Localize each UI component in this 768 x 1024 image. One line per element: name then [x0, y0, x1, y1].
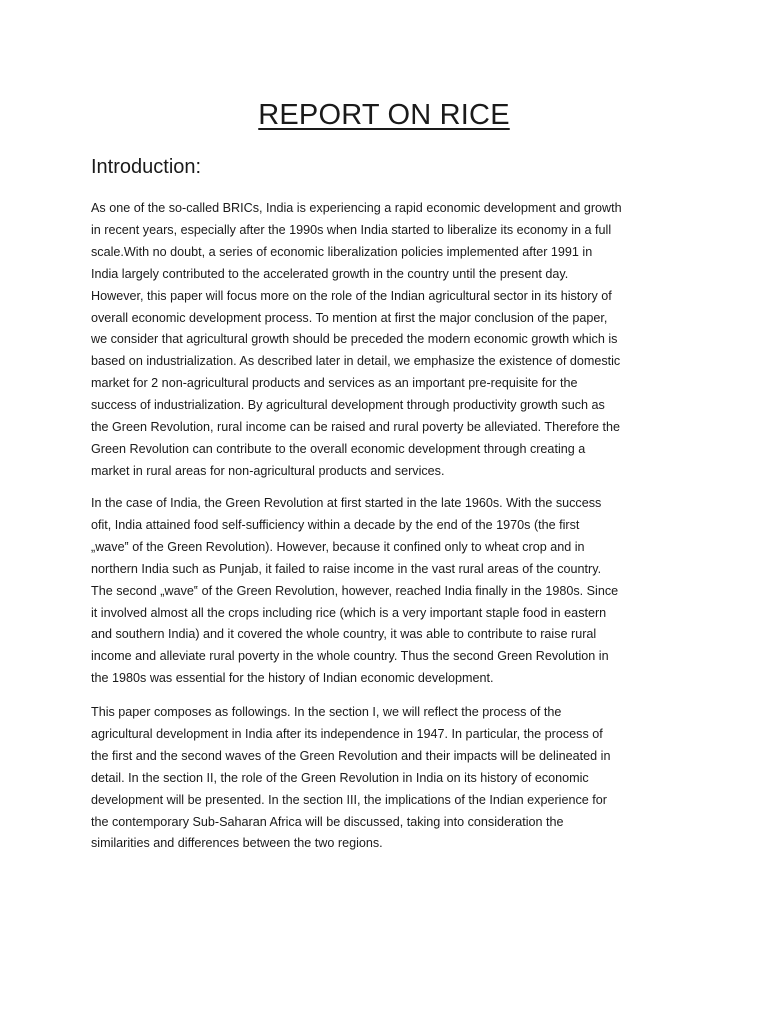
paragraph-line: in recent years, especially after the 1990s when India started to liberalize its economy in a full — [91, 222, 612, 237]
paragraph-line: success of industrialization. By agricultural development through productivity growth such as — [91, 398, 605, 413]
paragraph-3 — [91, 702, 681, 855]
paragraph-line: In the case of India, the Green Revolution at first started in the late 1960s. With the success — [91, 496, 602, 510]
paragraph-line: market in rural areas for non-agricultural products and services. — [91, 463, 445, 478]
document-title — [0, 96, 768, 134]
paragraph-line: and southern India) and it covered the whole country, it was able to contribute to raise rural — [91, 627, 597, 642]
paragraph-line: ofit, India attained food self-sufficiency within a decade by the end of the 1970s (the first — [91, 517, 580, 532]
paragraph-line: Green Revolution can contribute to the overall economic development through creating a — [91, 441, 586, 456]
paragraph-line: the first and the second waves of the Green Revolution and their impacts will be delineated in — [91, 748, 611, 763]
paragraph-line: India largely contributed to the accelerated growth in the country until the present day. — [91, 266, 569, 281]
paragraph-line: we consider that agricultural growth should be preceded the modern economic growth which is — [91, 332, 618, 347]
paragraph-1 — [91, 198, 681, 483]
paragraph-line: „wave‟ of the Green Revolution). However, because it confined only to wheat crop and in — [91, 539, 585, 554]
paragraph-line: the contemporary Sub-Saharan Africa will be discussed, taking into consideration the — [91, 814, 564, 829]
paragraph-line: As one of the so-called BRICs, India is experiencing a rapid economic development and growth — [91, 201, 622, 215]
paragraph-line: This paper composes as followings. In the section I, we will reflect the process of the — [91, 705, 562, 719]
paragraph-line: development will be presented. In the section III, the implications of the Indian experience for — [91, 792, 607, 807]
paragraph-line: income and alleviate rural poverty in the whole country. Thus the second Green Revolution in — [91, 649, 609, 664]
paragraph-2 — [91, 493, 681, 690]
paragraph-line: northern India such as Punjab, it failed to raise income in the vast rural areas of the country. — [91, 561, 602, 576]
paragraph-line: detail. In the section II, the role of the Green Revolution in India on its history of economic — [91, 770, 589, 785]
paragraph-line: The second „wave‟ of the Green Revolution, however, reached India finally in the 1980s. Since — [91, 583, 619, 598]
paragraph-line: the Green Revolution, rural income can be raised and rural poverty be alleviated. Therefore the — [91, 420, 621, 435]
paragraph-line: market for 2 non-agricultural products and services as an important pre-requisite for the — [91, 376, 578, 391]
paragraph-line: it involved almost all the crops including rice (which is a very important staple food in eastern — [91, 605, 607, 620]
paragraph-line: overall economic development process. To mention at first the major conclusion of the paper, — [91, 310, 608, 325]
paragraph-line: However, this paper will focus more on the role of the Indian agricultural sector in its history of — [91, 288, 612, 303]
paragraph-line: based on industrialization. As described later in detail, we emphasize the existence of domestic — [91, 354, 621, 369]
document-title-text: REPORT ON RICE — [258, 99, 510, 131]
paragraph-line: similarities and differences between the two regions. — [91, 836, 383, 851]
section-heading: Introduction: — [91, 156, 202, 178]
paragraph-line: the 1980s was essential for the history of Indian economic development. — [91, 671, 494, 686]
paragraph-line: agricultural development in India after its independence in 1947. In particular, the process of — [91, 726, 603, 741]
paragraph-line: scale.With no doubt, a series of economic liberalization policies implemented after 1991 in — [91, 244, 593, 259]
